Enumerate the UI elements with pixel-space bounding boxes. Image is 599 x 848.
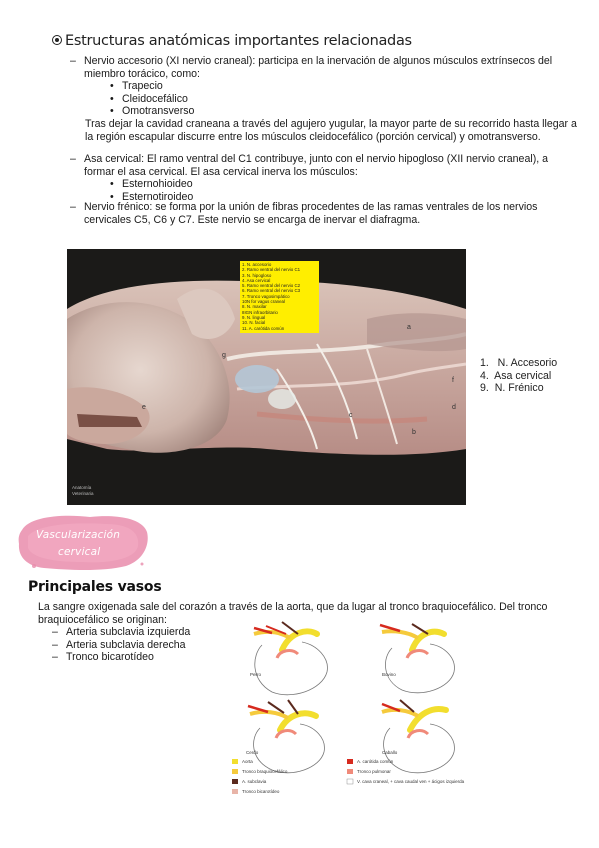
watermark-line: Anatomía	[72, 485, 92, 490]
photo-letter: g	[222, 352, 226, 359]
legend-label: Tronco braquiocefálico	[242, 769, 288, 774]
muscle-name: Esternohioideo	[122, 178, 193, 191]
legend-swatch	[232, 789, 238, 794]
photo-letter: e	[142, 404, 146, 411]
legend-swatch	[347, 779, 353, 784]
legend-entry: 7. Tronco vagosimpático	[242, 293, 290, 299]
frenico-text: Nervio frénico: se forma por la unión de fibras procedentes de las ramas ventrales de los nervios cervicales C5, C6 y C7. Este nervio se encarga de inervar el diafragma.	[84, 201, 538, 226]
list-item: • Esternohioideo	[110, 178, 193, 191]
diagram-label: Perro	[250, 672, 262, 677]
diagram-legend	[232, 759, 465, 794]
photo-legend-list	[242, 262, 317, 331]
dash-bullet: –	[52, 638, 58, 651]
side-legend	[480, 357, 557, 395]
muscle-name: Trapecio	[122, 80, 163, 93]
photo-letter: b	[412, 429, 416, 436]
legend-swatch	[232, 759, 238, 764]
legend-entry: 8. N. maxilar	[242, 304, 267, 310]
legend-label: A. carótida común	[357, 759, 394, 764]
legend-entry: 9. N. Frénico	[480, 382, 544, 395]
legend-entry: 1. N. Accesorio	[480, 357, 558, 369]
heart-diagram-cerdo	[246, 700, 324, 773]
legend-entry: 11. A. carótida común	[242, 325, 285, 331]
tag-line: Vascularización	[36, 529, 121, 541]
vessels-paragraph: La sangre oxigenada sale del corazón a través de la aorta, que da lugar al tronco braquiocefálico. Del tronco braquiocefálico se originan:	[38, 601, 548, 626]
accesorio-muscle-list	[70, 80, 580, 118]
list-item: • Cleidocefálico	[110, 92, 188, 105]
legend-entry: 2. Ramo ventral del nervio C1	[242, 267, 301, 273]
list-item	[52, 639, 190, 652]
legend-swatch	[347, 769, 353, 774]
legend-label: Tronco pulmonar	[357, 769, 391, 774]
legend-entry: 6. Ramo ventral del nervio C3	[242, 288, 301, 294]
watermark-line: Veterinaria	[72, 490, 94, 496]
photo-letter: f	[452, 377, 454, 384]
asa-cervical-text: Asa cervical: El ramo ventral del C1 contribuye, junto con el nervio hipogloso (XII nervio craneal), a formar el asa cervical. El asa cervical inerva los músculos:	[84, 153, 548, 178]
photo-watermark	[72, 485, 94, 496]
legend-swatch	[347, 759, 353, 764]
list-item-frenico	[70, 201, 580, 226]
legend-entry: 1. N. accesorio	[242, 262, 272, 267]
legend-swatch	[232, 769, 238, 774]
accesorio-note: Tras dejar la cavidad craneana a través del agujero yugular, la mayor parte de su recorrido hasta llegar a la región escapular discurre entre los músculos cleidocefálico (porción cervical) y omotransverso.	[85, 117, 577, 143]
vessel-name: Tronco bicarotídeo	[66, 651, 154, 664]
vessels-heading: Principales vasos	[28, 579, 162, 595]
vessel-name: Arteria subclavia derecha	[66, 638, 186, 651]
heart-diagram-perro	[250, 622, 327, 695]
tag-line: cervical	[58, 546, 101, 558]
legend-label: V. cava craneal, + cava caudal ven + ácigos izquierda	[357, 779, 465, 784]
diagram-label: Caballo	[382, 750, 398, 755]
list-item-accesorio	[70, 55, 580, 143]
legend-entry: 4. Asa cervical	[480, 369, 552, 382]
diagram-label: Cerdo	[246, 750, 259, 755]
legend-entry: 9. N. lingual	[242, 314, 266, 320]
list-item	[52, 651, 190, 664]
vessel-name: Arteria subclavia izquierda	[66, 626, 191, 638]
aortic-arch-diagram	[232, 620, 487, 810]
legend-label: A. subclavia	[242, 779, 267, 784]
list-item: • Trapecio	[110, 80, 163, 93]
list-item: • Esternotiroideo	[110, 190, 194, 203]
list-item-asa-cervical	[70, 153, 580, 203]
legend-entry: 8IGN infraorbitario	[242, 309, 278, 315]
legend-entry: 10. N. facial	[242, 320, 266, 326]
photo-letter: d	[452, 404, 456, 411]
dash-bullet: –	[52, 651, 58, 664]
legend-label: Tronco bicarotídeo	[242, 789, 280, 794]
diagram-label: Bovino	[382, 672, 396, 677]
muscle-name: Cleidocefálico	[122, 92, 188, 105]
legend-entry: 3. N. hipogloso	[242, 272, 272, 278]
legend-entry: 5. Ramo ventral del nervio C2	[242, 283, 301, 289]
dash-bullet: –	[70, 201, 76, 213]
list-item: • Omotransverso	[110, 105, 195, 118]
target-bullet-icon	[52, 35, 62, 45]
legend-swatch	[232, 779, 238, 784]
heart-diagram-bovino	[380, 624, 454, 693]
list-item	[52, 626, 190, 639]
dash-bullet: –	[70, 55, 76, 67]
muscle-name: Omotransverso	[122, 105, 195, 118]
section-title-text: Estructuras anatómicas importantes relacionadas	[65, 33, 412, 49]
vessels-list	[52, 626, 190, 664]
muscle-name: Esternotiroideo	[122, 190, 194, 203]
accesorio-text: Nervio accesorio (XI nervio craneal): participa en la inervación de algunos músculos extrínsecos del miembro torácico, como:	[84, 55, 553, 80]
dash-bullet: –	[52, 626, 58, 638]
legend-entry: 10N for vagus craneal	[242, 299, 285, 305]
photo-legend-box	[240, 261, 319, 333]
asa-muscle-list	[70, 178, 580, 203]
legend-label: Aorta	[242, 759, 253, 764]
section-title	[52, 33, 412, 49]
vasc-tag-text	[36, 527, 120, 561]
dash-bullet: –	[70, 153, 76, 165]
legend-entry: 4. Asa cervical	[242, 277, 271, 283]
photo-letter: c	[349, 412, 353, 419]
anatomy-photo	[67, 249, 466, 505]
photo-letter: a	[407, 324, 411, 331]
